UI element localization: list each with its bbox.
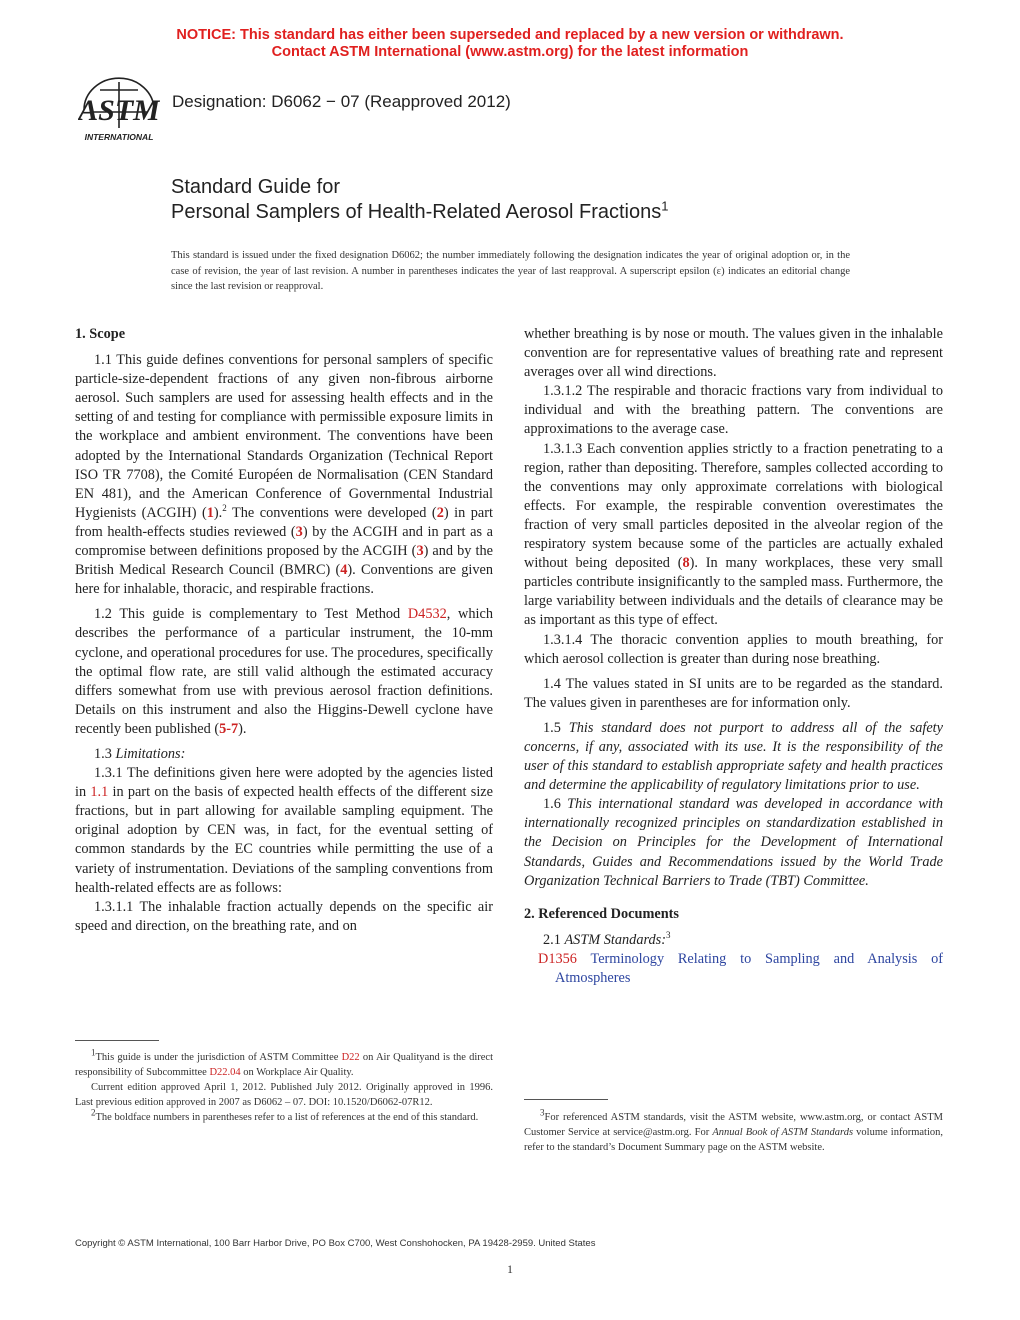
reference-link-4[interactable]: 4 [340,562,348,579]
footnotes-left [75,1047,494,1125]
footnote-divider-left [75,1040,159,1041]
d1356-entry [524,950,943,988]
paragraph-1-1 [75,351,493,599]
paragraph-1-3-1-1-continued: whether breathing is by nose or mouth. The values given in the inhalable convention are for representative values of breathing rate and represent averages over all wind directions. [524,326,943,381]
reference-link-3[interactable]: 3 [295,523,303,540]
link-d4532[interactable]: D4532 [407,606,447,623]
fn1-text-a: This guide is under the jurisdiction of ASTM Committee [95,1052,342,1063]
page-number: 1 [507,1262,513,1276]
fn1-text-b: on Air Qualityand is the direct responsibility of Subcommittee [75,1052,494,1078]
p1-5-num: 1.5 [543,719,569,736]
footnote-2 [75,1107,493,1125]
p1-3-1-3-text-a: 1.3.1.3 Each convention applies strictly to a fraction penetrating to a region, rather than depositing. Therefore, samples collected according to the conventions may only approximate correlations with biological effects. For example, the respirable convention overestimates the fraction of very small particles deposited in the alveolar region of the respiratory system because some of the particles are actually exhaled without being deposited ( [524,440,943,572]
notice-line-2: Contact ASTM International (www.astm.org) for the latest information [271,44,749,60]
notice-banner [0,27,1020,61]
designation: Designation: D6062 − 07 (Reapproved 2012) [172,92,511,111]
paragraph-1-3-1-4: 1.3.1.4 The thoracic convention applies to mouth breathing, for which aerosol collection is greater than during nose breathing. [524,631,943,667]
right-column [524,325,943,988]
fn1-text-c: on Workplace Air Quality. [240,1067,354,1078]
link-d22[interactable]: D22 [341,1052,360,1063]
p1-3-1-text-b: in part on the basis of expected health effects of the different size fractions, but in part allowing for available sampling equipment. The original adoption by CEN was, in fact, for the eventual setting of common standards by the EC countries while permitting the use of a variety of instrumentation. Deviations of the sampling conventions from health-related effects are as follows: [75,784,493,896]
reference-link-5-7[interactable]: 5-7 [219,720,239,737]
p1-1-text-e: ) by the ACGIH and in part as a compromise between definitions proposed by the ACGIH ( [75,523,493,560]
link-d22-04[interactable]: D22.04 [209,1067,241,1078]
p1-1-text-c: The conventions were developed ( [226,504,437,521]
paragraph-1-3-1 [75,764,493,898]
left-column [75,325,493,936]
notice-line-1: NOTICE: This standard has either been superseded and replaced by a new version or withdrawn. [176,27,844,43]
p1-5-italic: This standard does not purport to address all of the safety concerns, if any, associated with its use. It is the responsibility of the user of this standard to establish appropriate safety and health practices and determine the applicability of regulatory limitations prior to use. [524,719,943,794]
reference-link-3b[interactable]: 3 [416,543,424,560]
link-section-1-1[interactable]: 1.1 [90,784,109,801]
paragraph-1-3-1-3 [524,440,943,631]
title-text: Personal Samplers of Health-Related Aerosol Fractions [171,201,662,223]
paragraph-1-3 [75,745,493,764]
paragraph-1-3-1-2: 1.3.1.2 The respirable and thoracic fractions vary from individual to individual and with the breathing pattern. The conventions are approximations to the average case. [524,383,943,438]
title-footnote-mark: 1 [661,198,669,214]
footnote-1 [75,1047,494,1080]
paragraph-2-1 [524,931,943,950]
footnote-1-mark: 1 [91,1047,96,1058]
fn3-italic: Annual Book of ASTM Standards [712,1127,854,1138]
p1-1-text-a: 1.1 This guide defines conventions for personal samplers of specific particle-size-dependent fractions of any given non-fibrous airborne aerosol. Such samplers are used for assessing health effects and in the setting of and testing for compliance with permissible exposure limits in the workplace and ambient environment. The conventions have been adopted by the International Standards Organization (Technical Report ISO TR 7708), the Comité Européen de Normalisation (CEN Standard EN 481), and the American Conference of Governmental Industrial Hygienists (ACGIH) ( [75,352,493,521]
reference-link-1[interactable]: 1 [206,504,214,521]
footnote-3-paragraph [524,1107,943,1155]
link-d1356[interactable]: D1356 [538,950,577,967]
footnote-divider-right [524,1099,608,1100]
paragraph-1-4: 1.4 The values stated in SI units are to be regarded as the standard. The values given in parentheses are for information only. [524,675,943,711]
title-line-2 [171,200,668,225]
standard-note: This standard is issued under the fixed designation D6062; the number immediately following the designation indicates the year of original adoption or, in the case of revision, the year of last revision. A number in parentheses indicates the year of last reapproval. A superscript epsilon (ε) indicates an editorial change since the last revision or reapproval. [171,250,850,293]
p1-1-text-b: ). [213,504,223,521]
p1-3-1-text-a: 1.3.1 The definitions given here were adopted by the agencies listed in [75,765,493,801]
fn3-text-a: For referenced ASTM standards, visit the ASTM website, www.astm.org, or contact ASTM Customer Service at service@astm.org. For [524,1112,943,1138]
reference-link-8[interactable]: 8 [682,555,690,572]
fn3-text-b: volume information, refer to the standard’s Document Summary page on the ASTM website. [524,1127,943,1153]
p1-2-text-a: 1.2 This guide is complementary to Test Method [94,606,408,623]
fn2-text: The boldface numbers in parentheses refer to a list of references at the end of this standard. [95,1112,479,1123]
logo-letters: ASTM [78,94,160,127]
footnote-mark-2: 2 [222,503,227,514]
footnote-2-mark: 2 [91,1107,96,1118]
p1-1-text-d: ) in part from health-effects studies reviewed ( [75,504,493,540]
p1-6-italic: This international standard was developed in accordance with internationally recognized principles on standardization established in the Decision on Principles for the Development of International Standards, Guides and Recommendations issued by the World Trade Organization Technical Barriers to Trade (TBT) Committee. [524,796,943,889]
footnote-mark-3: 3 [666,930,671,941]
paragraph-1-5 [524,719,943,795]
p1-3-italic: Limitations: [115,745,186,762]
paragraph-1-3-1-1: 1.3.1.1 The inhalable fraction actually depends on the specific air speed and direction, on the breathing rate, and on [75,898,493,934]
reference-link-2[interactable]: 2 [436,504,444,521]
footnote-3-mark: 3 [540,1107,545,1118]
p2-1-num: 2.1 [543,931,565,948]
p1-1-text-g: ). Conventions are given here for inhalable, thoracic, and respirable fractions. [75,562,493,598]
copyright: Copyright © ASTM International, 100 Barr Harbor Drive, PO Box C700, West Conshohocken, PA 19428-2959. United States [75,1238,596,1249]
title-line-1: Standard Guide for [171,176,340,198]
p1-1-text-f: ) and by the British Medical Research Council (BMRC) ( [75,543,493,579]
referenced-documents-heading: 2. Referenced Documents [524,905,679,922]
astm-logo [78,76,160,146]
footnote-1-edition: Current edition approved April 1, 2012. Published July 2012. Originally approved in 1996. Last previous edition approved in 2007 as D6062 – 07. DOI: 10.1520/D6062-07R12. [75,1082,493,1108]
logo-sub: INTERNATIONAL [84,132,154,142]
paragraph-1-6 [524,795,943,890]
p1-3-1-3-text-b: ). In many workplaces, these very small particles contribute insignificantly to the sampled mass. Furthermore, the large variability between individuals and the details of clearance may be as important as this type of effect. [524,555,943,629]
p1-2-text-b: , which describes the performance of a particular instrument, the 10-mm cyclone, and operational procedures for use. The procedures, specifically the optimal flow rate, are still valid although the estimated accuracy differs somewhat from use with previous aerosol fraction definitions. Details on this instrument and also the Higgins-Dewell cyclone have recently been published ( [75,606,493,737]
document-title [171,175,668,225]
p1-2-text-c: ). [238,720,247,737]
p2-1-italic: ASTM Standards: [564,931,666,948]
scope-heading: 1. Scope [75,326,126,342]
link-d1356-title[interactable]: Terminology Relating to Sampling and Analysis of Atmospheres [555,950,943,986]
p1-6-num: 1.6 [543,796,568,813]
paragraph-1-2 [75,605,493,739]
p1-3-num: 1.3 [94,745,116,762]
footnote-3 [524,1107,943,1155]
